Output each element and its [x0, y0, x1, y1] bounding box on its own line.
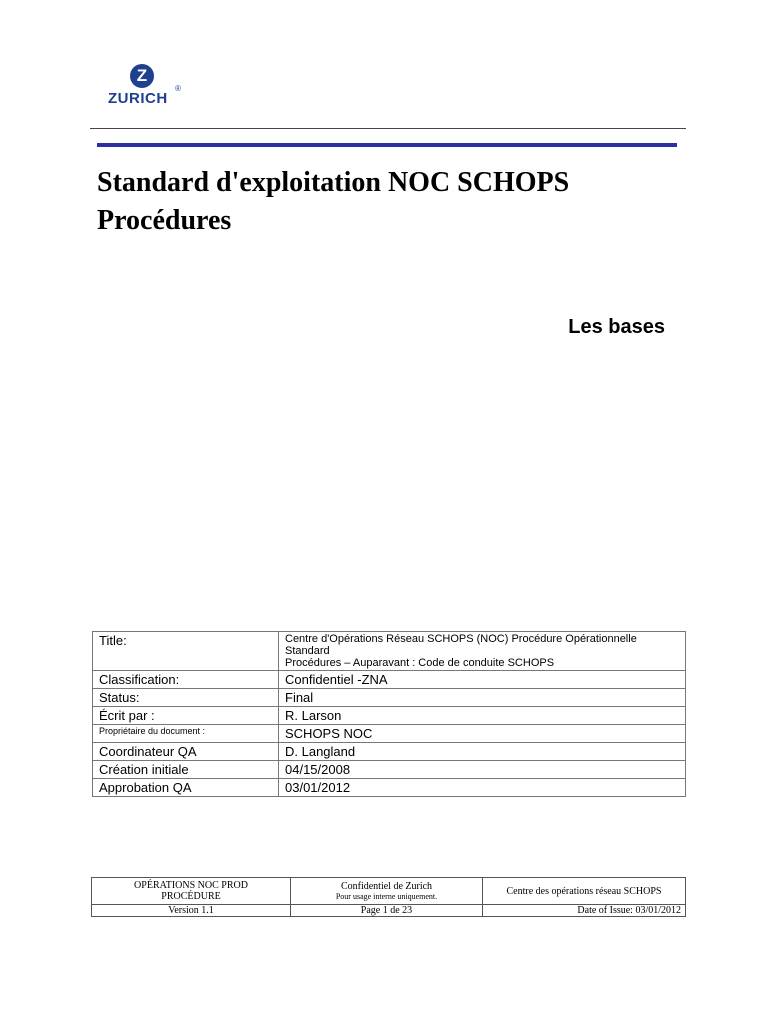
zurich-logo-mark: Z	[130, 64, 154, 88]
table-row	[93, 689, 686, 707]
zurich-logo-word: ZURICH	[108, 90, 168, 107]
info-label: Écrit par :	[93, 707, 279, 725]
table-row	[93, 779, 686, 797]
document-title-line1: Standard d'exploitation NOC SCHOPS	[97, 167, 570, 198]
registered-mark: ®	[175, 84, 181, 93]
footer-internal-use: Pour usage interne uniquement.	[335, 891, 438, 901]
info-label: Approbation QA	[93, 779, 279, 797]
zurich-logo	[108, 64, 198, 112]
table-row	[93, 707, 686, 725]
info-label: Classification:	[93, 671, 279, 689]
table-row	[93, 761, 686, 779]
info-value: 03/01/2012	[279, 779, 686, 797]
table-row	[93, 743, 686, 761]
footer-department	[92, 878, 291, 905]
footer-date-of-issue: Date of Issue: 03/01/2012	[483, 905, 686, 917]
table-row	[93, 725, 686, 743]
document-title-line2: Procédures	[97, 205, 232, 236]
info-value: D. Langland	[279, 743, 686, 761]
info-value: SCHOPS NOC	[279, 725, 686, 743]
footer-row	[92, 905, 686, 917]
page-footer-table	[91, 877, 686, 917]
header-divider	[90, 128, 686, 129]
info-label: Coordinateur QA	[93, 743, 279, 761]
footer-page-number: Page 1 de 23	[291, 905, 483, 917]
footer-row	[92, 878, 686, 905]
footer-department-line: OPÉRATIONS NOC PROD	[134, 880, 248, 891]
info-value: Confidentiel -ZNA	[279, 671, 686, 689]
info-label: Title:	[93, 632, 279, 671]
footer-version: Version 1.1	[92, 905, 291, 917]
footer-confidential-line: Confidentiel de Zurich	[340, 880, 433, 892]
info-value-line: Procédures – Auparavant : Code de conduite SCHOPS	[285, 657, 555, 669]
document-info-table	[92, 631, 686, 797]
title-rule	[97, 143, 677, 147]
info-value: 04/15/2008	[279, 761, 686, 779]
info-label: Status:	[93, 689, 279, 707]
table-row	[93, 671, 686, 689]
info-value-line: Centre d'Opérations Réseau SCHOPS (NOC) Procédure Opérationnelle Standard	[285, 633, 637, 657]
document-subtitle: Les bases	[568, 316, 665, 338]
info-value	[279, 632, 686, 671]
footer-confidential	[291, 878, 483, 905]
info-label: Création initiale	[93, 761, 279, 779]
footer-center-name: Centre des opérations réseau SCHOPS	[483, 878, 686, 905]
info-label: Propriétaire du document :	[93, 725, 279, 743]
footer-department-line: PROCÉDURE	[161, 891, 221, 902]
info-value: R. Larson	[279, 707, 686, 725]
table-row	[93, 632, 686, 671]
info-value: Final	[279, 689, 686, 707]
